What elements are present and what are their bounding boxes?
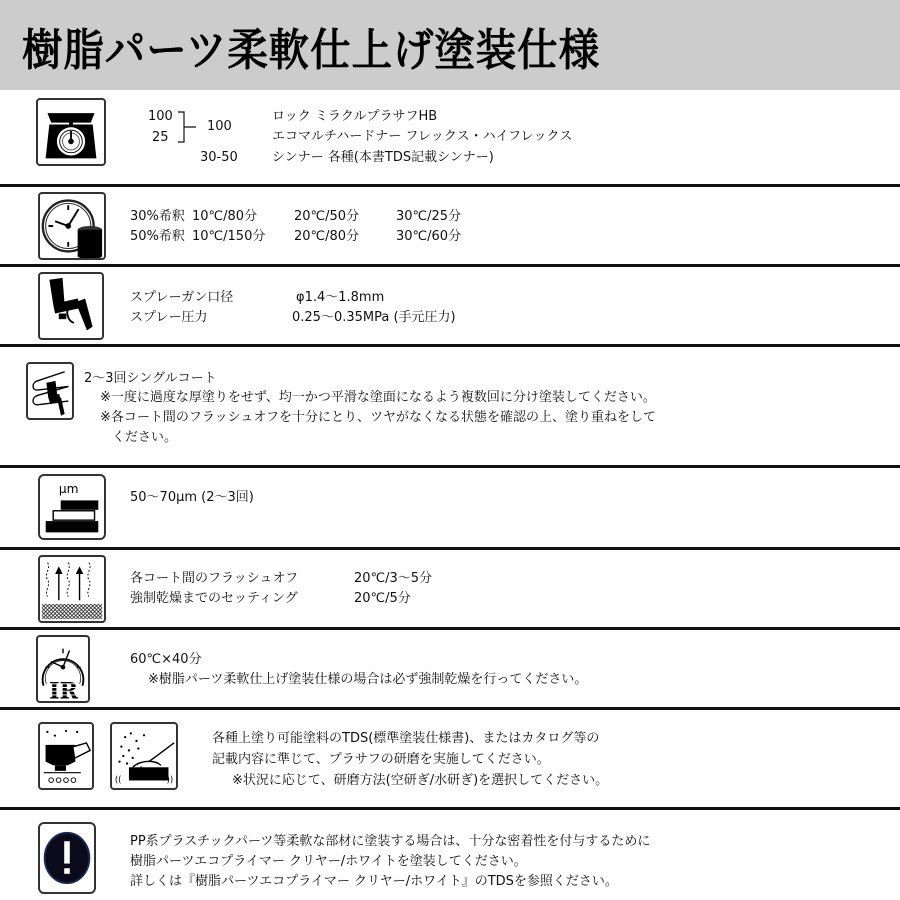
header-bar [0,0,900,90]
setting-value: 20℃/5分 [354,591,411,606]
pot-life-30-20c: 20℃/50分 [294,209,360,224]
scale-icon [36,98,106,166]
svg-text:μm: μm [58,481,79,496]
spray-nozzle-value: φ1.4〜1.8mm [296,290,385,305]
page-title: 樹脂パーツ柔軟仕上げ塗装仕様 [22,25,600,76]
exclamation-icon [38,822,96,894]
coating-title: 2〜3回シングルコート [84,371,217,386]
mix-item-hardener: エコマルチハードナー フレックス・ハイフレックス [272,129,573,144]
flash-off-icon [38,555,106,623]
setting-label: 強制乾燥までのセッティング [130,591,298,606]
pot-life-30-10c: 10℃/80分 [192,209,258,224]
pot-life-30-30c: 30℃/25分 [396,209,462,224]
mix-item-thinner: シンナー 各種(本書TDS記載シンナー) [272,150,494,165]
coating-note-2: ※各コート間のフラッシュオフを十分にとり、ツヤがなくなる状態を確認の上、塗り重ねをして [100,410,656,425]
coating-note-3: ください。 [112,430,178,445]
coating-note-1: ※一度に過度な厚塗りをせず、均一かつ平滑な塗面になるよう複数回に分け塗装してください。 [100,390,656,405]
pot-life-50-10c: 10℃/150分 [192,229,266,244]
section-spray [0,267,900,345]
caution-line-3: 詳しくは『樹脂パーツエコプライマー クリヤー/ホワイト』のTDSを参照ください。 [130,874,618,889]
mix-item-base: ロック ミラクルプラサフHB [272,109,438,124]
sanding-line-1: 各種上塗り可能塗料のTDS(標準塗装仕様書)、またはカタログ等の [212,731,600,746]
sanding-line-3: ※状況に応じて、研磨方法(空研ぎ/水研ぎ)を選択してください。 [232,773,609,788]
section-drying [0,630,900,708]
section-coating [0,347,900,465]
section-pot-life [0,187,900,265]
svg-text:((: (( [114,774,122,785]
sander-icon [38,722,94,790]
mix-ratio-base: 100 [148,109,173,124]
caution-line-1: PP系プラスチックパーツ等柔軟な部材に塗装する場合は、十分な密着性を付与するために [130,834,651,849]
section-mixing [0,90,900,185]
section-caution [0,810,900,900]
thickness-value: 50〜70μm (2〜3回) [130,490,254,505]
bracket-icon [176,110,198,144]
clock-can-icon [38,192,106,260]
drying-note: ※樹脂パーツ柔軟仕上げ塗装仕様の場合は必ず強制乾燥を行ってください。 [148,672,588,687]
mix-ratio-sum: 100 [207,119,232,134]
pot-life-label-50: 50%希釈 [130,229,185,244]
caution-line-2: 樹脂パーツエコプライマー クリヤー/ホワイトを塗装してください。 [130,854,527,869]
spray-pressure-label: スプレー圧力 [130,310,208,325]
section-flash-off [0,550,900,628]
svg-text:IR: IR [49,678,78,701]
flash-off-label: 各コート間のフラッシュオフ [130,571,299,586]
spray-pattern-icon [26,362,74,420]
spray-gun-icon [38,272,104,340]
spray-nozzle-label: スプレーガン口径 [130,290,234,305]
mix-ratio-thinner: 30-50 [200,150,238,165]
drying-value: 60℃×40分 [130,652,202,667]
pot-life-label-30: 30%希釈 [130,209,185,224]
ir-drying-icon [36,635,90,703]
sanding-line-2: 記載内容に準じて、プラサフの研磨を実施してください。 [212,752,550,767]
spray-pressure-value: 0.25〜0.35MPa (手元圧力) [292,310,456,325]
mix-ratio-hardener: 25 [152,130,169,145]
pot-life-50-30c: 30℃/60分 [396,229,462,244]
film-thickness-icon [38,474,106,540]
pot-life-50-20c: 20℃/80分 [294,229,360,244]
hand-sanding-icon [110,722,178,790]
section-sanding [0,710,900,808]
flash-off-value: 20℃/3〜5分 [354,571,433,586]
svg-text:)): )) [166,774,174,785]
section-thickness [0,468,900,548]
